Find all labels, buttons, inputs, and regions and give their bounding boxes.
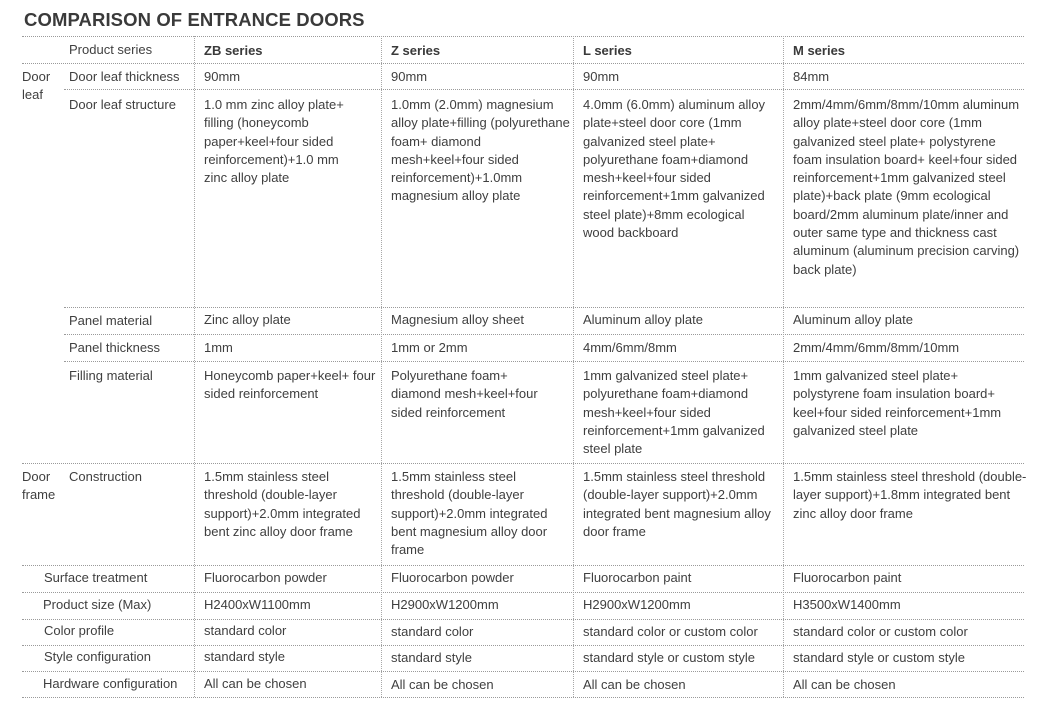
cell-hardware-m: All can be chosen [793, 677, 896, 692]
grid-line [64, 89, 1024, 90]
cell-construction-z: 1.5mm stainless steel threshold (double-layer support)+2.0mm integrated bent magnesium alloy door frame [391, 469, 548, 558]
grid-line [22, 671, 1024, 672]
header-label: Product series [69, 42, 153, 57]
header-series-l: L series [583, 43, 632, 58]
cell-structure-m: 2mm/4mm/6mm/8mm/10mm aluminum alloy plate+steel door core (1mm galvanized steel plate+ polystyrene foam insulation board+ keel+four sided reinforcement+1mm galvanized steel plate)+back plate (9mm ecological board/2mm aluminum plate/inner and outer same type and thickness cast aluminum (aluminum precision carving) back plate) [793, 97, 1020, 277]
cell-hardware-z: All can be chosen [391, 677, 494, 692]
row-label-style: Style configuration [44, 649, 151, 664]
cell-surface-z: Fluorocarbon powder [391, 570, 514, 585]
row-label-panel-thickness: Panel thickness [69, 340, 161, 355]
grid-line [22, 565, 1024, 566]
cell-thickness-zb: 90mm [204, 69, 241, 84]
cell-filling-zb: Honeycomb paper+keel+ four sided reinforcement [204, 368, 376, 402]
page-title: COMPARISON OF ENTRANCE DOORS [24, 9, 365, 30]
row-label-panel-material: Panel material [69, 313, 153, 328]
cell-surface-l: Fluorocarbon paint [583, 570, 692, 585]
cell-size-l: H2900xW1200mm [583, 597, 691, 612]
grid-line [22, 645, 1024, 646]
cell-size-zb: H2400xW1100mm [204, 597, 311, 612]
cell-panel-material-l: Aluminum alloy plate [583, 312, 703, 327]
cell-construction-l: 1.5mm stainless steel threshold (double-layer support)+2.0mm integrated bent magnesium alloy door frame [583, 469, 771, 539]
cell-style-z: standard style [391, 650, 472, 665]
cell-structure-zb: 1.0 mm zinc alloy plate+ filling (honeycomb paper+keel+four sided reinforcement)+1.0 mm zinc alloy plate [204, 97, 344, 186]
cell-style-zb: standard style [204, 649, 285, 664]
cell-panel-thickness-z: 1mm or 2mm [391, 340, 468, 355]
group-door-frame: Door frame [22, 469, 56, 503]
cell-thickness-z: 90mm [391, 69, 428, 84]
cell-structure-z: 1.0mm (2.0mm) magnesium alloy plate+filling (polyurethane foam+ diamond mesh+keel+four sided reinforcement)+1.0mm magnesium alloy plate [391, 97, 570, 204]
cell-thickness-l: 90mm [583, 69, 620, 84]
row-label-construction: Construction [69, 469, 142, 484]
cell-panel-thickness-l: 4mm/6mm/8mm [583, 340, 677, 355]
grid-line [64, 307, 1024, 308]
grid-line-bottom [22, 697, 1024, 698]
cell-structure-l: 4.0mm (6.0mm) aluminum alloy plate+steel door core (1mm galvanized steel plate+ polyurethane foam+diamond mesh+keel+four sided reinforcement+1mm galvanized steel plate)+8mm ecological wood backboard [583, 97, 766, 241]
row-label-thickness: Door leaf thickness [69, 69, 180, 84]
grid-line-vertical [194, 36, 195, 697]
cell-panel-thickness-zb: 1mm [204, 340, 233, 355]
grid-line [22, 619, 1024, 620]
cell-hardware-zb: All can be chosen [204, 676, 307, 691]
grid-line [22, 63, 1024, 64]
grid-line [22, 592, 1024, 593]
header-series-m: M series [793, 43, 846, 58]
group-door-leaf: Door leaf [22, 69, 51, 103]
grid-line [22, 463, 1024, 464]
cell-style-m: standard style or custom style [793, 650, 965, 665]
cell-color-z: standard color [391, 624, 474, 639]
row-label-hardware: Hardware configuration [43, 676, 178, 691]
cell-surface-m: Fluorocarbon paint [793, 570, 902, 585]
cell-size-z: H2900xW1200mm [391, 597, 499, 612]
cell-construction-zb: 1.5mm stainless steel threshold (double-layer support)+2.0mm integrated bent zinc alloy door frame [204, 469, 361, 539]
cell-panel-material-m: Aluminum alloy plate [793, 312, 913, 327]
cell-style-l: standard style or custom style [583, 650, 755, 665]
cell-panel-material-zb: Zinc alloy plate [204, 312, 291, 327]
cell-surface-zb: Fluorocarbon powder [204, 570, 327, 585]
grid-line-top [22, 36, 1024, 37]
row-label-size: Product size (Max) [43, 597, 152, 612]
row-label-structure: Door leaf structure [69, 97, 176, 112]
cell-filling-z: Polyurethane foam+ diamond mesh+keel+four sided reinforcement [391, 368, 538, 420]
cell-size-m: H3500xW1400mm [793, 597, 901, 612]
cell-color-zb: standard color [204, 623, 287, 638]
cell-color-l: standard color or custom color [583, 624, 758, 639]
grid-line [64, 334, 1024, 335]
row-label-surface: Surface treatment [44, 570, 148, 585]
cell-filling-m: 1mm galvanized steel plate+ polystyrene foam insulation board+ keel+four sided reinforcement+1mm galvanized steel plate [793, 368, 1002, 438]
grid-line-vertical [573, 36, 574, 697]
cell-panel-thickness-m: 2mm/4mm/6mm/8mm/10mm [793, 340, 960, 355]
grid-line-vertical [381, 36, 382, 697]
grid-line-vertical [783, 36, 784, 697]
grid-line [64, 361, 1024, 362]
cell-panel-material-z: Magnesium alloy sheet [391, 312, 524, 327]
cell-thickness-m: 84mm [793, 69, 830, 84]
row-label-filling: Filling material [69, 368, 153, 383]
cell-color-m: standard color or custom color [793, 624, 968, 639]
header-series-zb: ZB series [204, 43, 263, 58]
row-label-color: Color profile [44, 623, 115, 638]
cell-hardware-l: All can be chosen [583, 677, 686, 692]
cell-filling-l: 1mm galvanized steel plate+ polyurethane foam+diamond mesh+keel+four sided reinforcement+1mm galvanized steel plate [583, 368, 765, 457]
cell-construction-m: 1.5mm stainless steel threshold (double-layer support)+1.8mm integrated bent zinc alloy door frame [793, 469, 1027, 521]
header-series-z: Z series [391, 43, 441, 58]
